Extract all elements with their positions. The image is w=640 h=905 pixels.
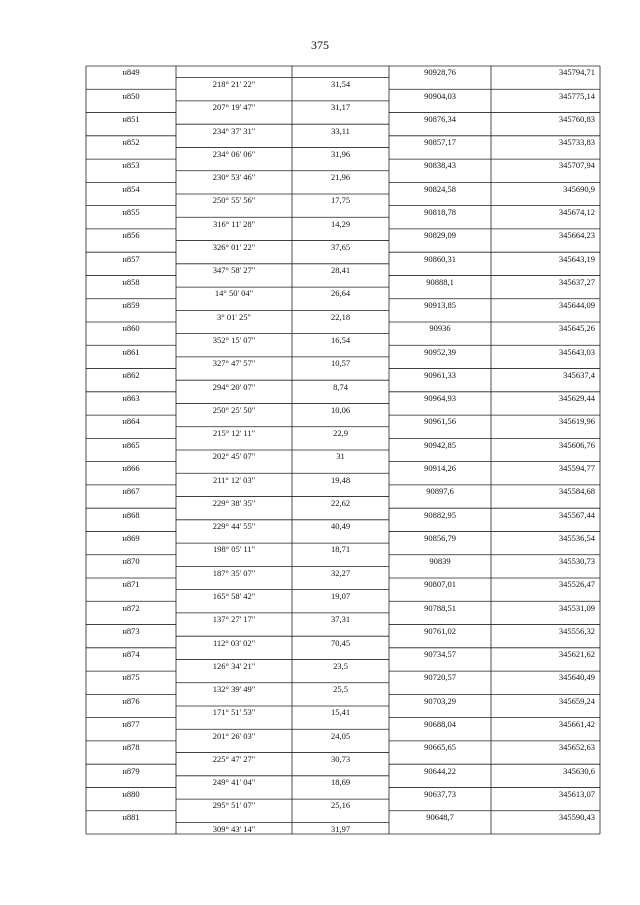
point-y: 345584,68 <box>558 486 595 497</box>
segment-length: 8,74 <box>333 381 348 392</box>
point-x: 90928,76 <box>424 67 456 78</box>
point-name: н864 <box>122 416 140 427</box>
segment-length: 30,73 <box>330 753 351 764</box>
segment-angle: 250° 55' 56" <box>212 195 256 206</box>
point-x: 90703,29 <box>424 695 456 706</box>
point-name: н855 <box>122 206 140 217</box>
point-x: 90734,57 <box>424 649 456 660</box>
point-name: н858 <box>122 276 140 287</box>
point-y: 345619,96 <box>558 416 595 427</box>
point-name: н861 <box>122 346 140 357</box>
coordinate-table <box>86 66 600 834</box>
point-x: 90761,02 <box>424 625 456 636</box>
segment-angle: 207° 19' 47" <box>212 102 256 113</box>
point-name: н870 <box>122 556 140 567</box>
point-x: 90838,43 <box>424 160 456 171</box>
point-y: 345590,43 <box>558 812 595 823</box>
point-name: н879 <box>122 765 140 776</box>
segment-angle: 309° 43' 14" <box>212 823 256 834</box>
point-name: н874 <box>122 649 140 660</box>
point-y: 345530,73 <box>558 556 595 567</box>
segment-length: 19,48 <box>330 474 351 485</box>
point-x: 90904,03 <box>424 90 456 101</box>
point-y: 345645,26 <box>558 323 595 334</box>
segment-angle: 294° 20' 07" <box>212 381 256 392</box>
point-y: 345690,9 <box>563 183 595 194</box>
segment-angle: 326° 01' 22" <box>212 241 256 252</box>
segment-angle: 234° 06' 06" <box>212 148 256 159</box>
segment-length: 37,31 <box>330 614 351 625</box>
point-x: 90882,95 <box>424 509 456 520</box>
segment-angle: 316° 11' 28" <box>212 218 256 229</box>
point-name: н878 <box>122 742 140 753</box>
point-x: 90688,04 <box>424 718 456 729</box>
point-y: 345526,47 <box>558 579 595 590</box>
point-y: 345536,54 <box>558 532 595 543</box>
point-name: н852 <box>122 137 140 148</box>
point-x: 90648,7 <box>426 812 454 823</box>
point-name: н865 <box>122 439 140 450</box>
segment-length: 18,69 <box>330 777 351 788</box>
segment-length: 70,45 <box>330 637 351 648</box>
segment-length: 22,18 <box>330 311 351 322</box>
segment-angle: 211° 12' 03" <box>212 474 256 485</box>
point-name: н860 <box>122 323 140 334</box>
segment-length: 28,41 <box>330 265 351 276</box>
segment-length: 31 <box>336 451 345 462</box>
point-x: 90961,56 <box>424 416 456 427</box>
segment-length: 25,16 <box>330 800 351 811</box>
segment-length: 37,65 <box>330 241 351 252</box>
point-x: 90897,6 <box>426 486 454 497</box>
point-x: 90860,31 <box>424 253 456 264</box>
point-name: н857 <box>122 253 140 264</box>
point-name: н869 <box>122 532 140 543</box>
point-y: 345733,83 <box>558 137 595 148</box>
segment-angle: 215° 12' 11" <box>212 428 256 439</box>
segment-length: 24,05 <box>330 730 351 741</box>
segment-angle: 327° 47' 57" <box>212 358 256 369</box>
segment-angle: 171° 51' 53" <box>212 707 256 718</box>
point-name: н862 <box>122 369 140 380</box>
point-y: 345594,77 <box>558 462 595 473</box>
point-x: 90824,58 <box>424 183 456 194</box>
segment-angle: 230° 53' 46" <box>212 172 256 183</box>
segment-angle: 347° 58' 27" <box>212 265 256 276</box>
point-name: н877 <box>122 718 140 729</box>
point-y: 345661,42 <box>558 718 595 729</box>
point-name: н875 <box>122 672 140 683</box>
point-x: 90857,17 <box>424 137 456 148</box>
point-name: н863 <box>122 393 140 404</box>
point-x: 90839 <box>429 556 451 567</box>
point-name: н849 <box>122 67 140 78</box>
point-name: н851 <box>122 113 140 124</box>
segment-length: 23,5 <box>333 660 348 671</box>
point-y: 345664,23 <box>558 230 595 241</box>
segment-angle: 250° 25' 50" <box>212 404 256 415</box>
point-y: 345556,32 <box>558 625 595 636</box>
point-y: 345613,07 <box>558 788 595 799</box>
point-name: н867 <box>122 486 140 497</box>
segment-length: 14,29 <box>330 218 351 229</box>
point-y: 345775,14 <box>558 90 595 101</box>
segment-length: 16,54 <box>330 334 351 345</box>
point-y: 345567,44 <box>558 509 595 520</box>
segment-length: 18,71 <box>330 544 351 555</box>
segment-angle: 295° 51' 07" <box>212 800 256 811</box>
segment-length: 22,9 <box>333 428 348 439</box>
point-x: 90913,85 <box>424 300 456 311</box>
segment-angle: 165° 58' 42" <box>212 590 256 601</box>
segment-length: 33,11 <box>331 125 350 136</box>
segment-angle: 132° 39' 49" <box>212 684 256 695</box>
point-x: 90644,22 <box>424 765 456 776</box>
point-y: 345760,83 <box>558 113 595 124</box>
point-name: н854 <box>122 183 140 194</box>
segment-angle: 225° 47' 27" <box>212 753 256 764</box>
point-x: 90914,26 <box>424 462 456 473</box>
point-x: 90665,65 <box>424 742 456 753</box>
point-y: 345643,03 <box>558 346 595 357</box>
point-y: 345674,12 <box>558 206 595 217</box>
segment-angle: 202° 45' 07" <box>212 451 256 462</box>
segment-angle: 229° 44' 55" <box>212 521 256 532</box>
segment-angle: 126° 34' 21" <box>212 660 256 671</box>
segment-length: 31,96 <box>330 148 351 159</box>
segment-angle: 234° 37' 31" <box>212 125 256 136</box>
segment-length: 22,62 <box>330 497 351 508</box>
point-y: 345794,71 <box>558 67 595 78</box>
point-x: 90961,33 <box>424 369 456 380</box>
point-name: н873 <box>122 625 140 636</box>
point-y: 345606,76 <box>558 439 595 450</box>
point-y: 345659,24 <box>558 695 595 706</box>
point-name: н872 <box>122 602 140 613</box>
point-x: 90952,39 <box>424 346 456 357</box>
segment-length: 31,54 <box>330 78 351 89</box>
segment-length: 31,97 <box>330 823 351 834</box>
segment-angle: 3° 01' 25" <box>217 311 251 322</box>
point-x: 90936 <box>429 323 451 334</box>
point-name: н876 <box>122 695 140 706</box>
point-x: 90964,93 <box>424 393 456 404</box>
segment-length: 17,75 <box>330 195 351 206</box>
point-name: н871 <box>122 579 140 590</box>
segment-length: 21,96 <box>330 172 351 183</box>
segment-angle: 249° 41' 04" <box>212 777 256 788</box>
segment-angle: 201° 26' 03" <box>212 730 256 741</box>
point-x: 90807,01 <box>424 579 456 590</box>
point-y: 345644,09 <box>558 300 595 311</box>
segment-length: 32,27 <box>330 567 351 578</box>
segment-length: 19,07 <box>330 590 351 601</box>
point-y: 345707,94 <box>558 160 595 171</box>
point-x: 90788,51 <box>424 602 456 613</box>
point-x: 90856,79 <box>424 532 456 543</box>
segment-angle: 112° 03' 02" <box>212 637 256 648</box>
point-y: 345643,19 <box>558 253 595 264</box>
point-x: 90876,34 <box>424 113 456 124</box>
segment-length: 40,49 <box>330 521 351 532</box>
segment-angle: 198° 05' 11" <box>212 544 256 555</box>
segment-angle: 218° 21' 22" <box>212 78 256 89</box>
point-y: 345637,4 <box>563 369 595 380</box>
segment-length: 10,06 <box>330 404 351 415</box>
point-y: 345630,6 <box>563 765 595 776</box>
segment-angle: 352° 15' 07" <box>212 334 256 345</box>
point-name: н880 <box>122 788 140 799</box>
point-name: н853 <box>122 160 140 171</box>
segment-length: 26,64 <box>330 288 351 299</box>
segment-angle: 229° 38' 35" <box>212 497 256 508</box>
segment-length: 31,17 <box>330 102 351 113</box>
point-x: 90637,73 <box>424 788 456 799</box>
segment-length: 15,41 <box>330 707 351 718</box>
point-name: н881 <box>122 812 140 823</box>
segment-length: 10,57 <box>330 358 351 369</box>
point-y: 345531,09 <box>558 602 595 613</box>
point-y: 345637,27 <box>558 276 595 287</box>
point-x: 90720,57 <box>424 672 456 683</box>
point-y: 345629,44 <box>558 393 595 404</box>
point-name: н866 <box>122 462 140 473</box>
point-x: 90942,85 <box>424 439 456 450</box>
point-name: н850 <box>122 90 140 101</box>
point-x: 90818,78 <box>424 206 456 217</box>
point-x: 90888,1 <box>426 276 454 287</box>
point-y: 345640,49 <box>558 672 595 683</box>
point-y: 345652,63 <box>558 742 595 753</box>
segment-length: 25,5 <box>333 684 348 695</box>
point-name: н859 <box>122 300 140 311</box>
point-y: 345621,62 <box>558 649 595 660</box>
segment-angle: 14° 50' 04" <box>214 288 254 299</box>
page-number: 375 <box>311 38 329 52</box>
point-name: н868 <box>122 509 140 520</box>
point-x: 90829,09 <box>424 230 456 241</box>
segment-angle: 187° 35' 07" <box>212 567 256 578</box>
point-name: н856 <box>122 230 140 241</box>
segment-angle: 137° 27' 17" <box>212 614 256 625</box>
